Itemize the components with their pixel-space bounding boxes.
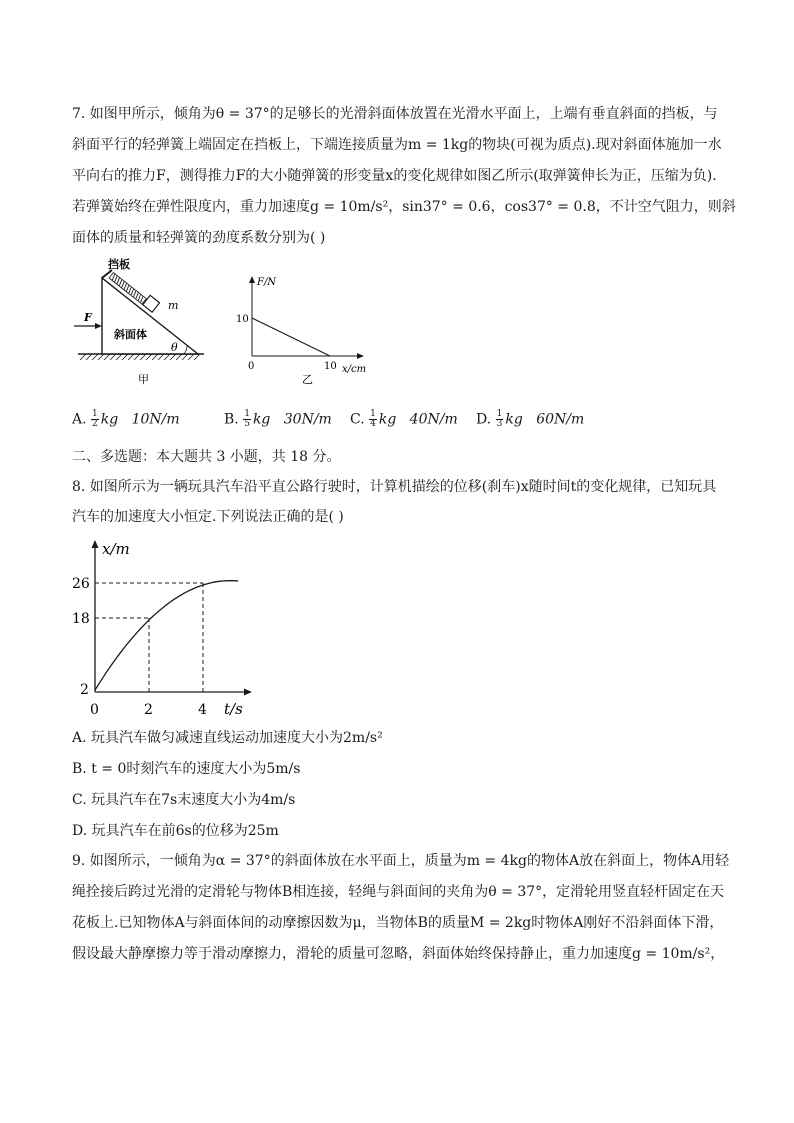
q8-xtick-4: 4: [198, 702, 207, 718]
fig-yi-xtick: 10: [324, 361, 337, 372]
q8-ytick-2: 2: [80, 682, 89, 698]
q7-option-c[interactable]: C. $\frac{1}{4}$ kg 40N/m: [350, 409, 458, 429]
q7-option-b[interactable]: B. $\frac{1}{5}$ kg 30N/m: [224, 409, 332, 429]
q9-line-4: 假设最大静摩擦力等于滑动摩擦力，滑轮的质量可忽略，斜面体始终保持静止，重力加速度g = 10m/s²，: [72, 946, 725, 962]
q9-line-3: 花板上.已知物体A与斜面体间的动摩擦因数为μ，当物体B的质量M = 2kg时物体A刚好不沿斜面体下滑，: [72, 915, 724, 931]
section-heading: 二、多选题：本大题共 3 小题，共 18 分。: [72, 449, 341, 465]
fig-yi-origin: 0: [248, 361, 255, 372]
fig-yi-ylabel: F/N: [257, 277, 277, 288]
fig-yi-ytick: 10: [236, 314, 249, 325]
q8-option-d[interactable]: D. 玩具汽车在前6s的位移为25m: [72, 823, 279, 839]
q9-line-1: 9. 如图所示，一倾角为α = 37°的斜面体放在水平面上，质量为m = 4kg的物体A放在斜面上，物体A用轻: [72, 853, 730, 869]
fig-jia-theta-label: θ: [171, 341, 178, 354]
q8-option-a[interactable]: A. 玩具汽车做匀减速直线运动加速度大小为2m/s²: [72, 730, 383, 746]
q8-position-time-graph: [72, 532, 262, 722]
fig-yi-xlabel: x/cm: [342, 364, 367, 375]
q7-line-2: 斜面平行的轻弹簧上端固定在挡板上，下端连接质量为m = 1kg的物块(可视为质点).现对斜面体施加一水: [72, 137, 722, 153]
fraction: $\frac{1}{3}$: [496, 409, 503, 429]
figure-yi-force-graph: [230, 270, 380, 388]
fig-yi-caption: 乙: [302, 373, 313, 386]
fig-jia-caption: 甲: [138, 373, 149, 386]
q8-ytick-26: 26: [72, 576, 90, 592]
q8-line-2: 汽车的加速度大小恒定.下列说法正确的是( ): [72, 509, 344, 525]
xt-curve: [95, 581, 238, 690]
q8-option-b[interactable]: B. t = 0时刻汽车的速度大小为5m/s: [72, 761, 301, 777]
fig-jia-force-label: F: [84, 311, 92, 324]
q7-line-3: 平向右的推力F，测得推力F的大小随弹簧的形变量x的变化规律如图乙所示(取弹簧伸长为正，压缩为负).: [72, 168, 717, 184]
q7-option-d[interactable]: D. $\frac{1}{3}$ kg 60N/m: [476, 409, 585, 429]
fraction: $\frac{1}{2}$: [92, 409, 98, 429]
q8-line-1: 8. 如图所示为一辆玩具汽车沿平直公路行驶时，计算机描绘的位移(刹车)x随时间t的变化规律，已知玩具: [72, 479, 717, 495]
q8-option-c[interactable]: C. 玩具汽车在7s末速度大小为4m/s: [72, 792, 296, 808]
fig-jia-plate-label: 挡板: [108, 258, 130, 271]
fig-jia-body-label: 斜面体: [114, 328, 147, 341]
q9-line-2: 绳拴接后跨过光滑的定滑轮与物体B相连接，轻绳与斜面间的夹角为θ = 37°，定滑轮用竖直轻杆固定在天: [72, 884, 725, 900]
q8-xlabel: t/s: [224, 700, 243, 718]
q7-option-a[interactable]: A. $\frac{1}{2}$ kg 10N/m: [72, 409, 180, 429]
q7-line-1: 7. 如图甲所示，倾角为θ = 37°的足够长的光滑斜面体放置在光滑水平面上，上端有垂直斜面的挡板，与: [72, 106, 718, 122]
figure-jia-incline: [72, 258, 212, 388]
q7-line-5: 面体的质量和轻弹簧的劲度系数分别为( ): [72, 230, 326, 246]
fraction: $\frac{1}{5}$: [244, 409, 250, 429]
q8-ytick-18: 18: [72, 611, 90, 627]
fig-jia-mass-label: m: [168, 299, 179, 312]
q7-line-4: 若弹簧始终在弹性限度内，重力加速度g = 10m/s²，sin37° = 0.6，cos37° = 0.8，不计空气阻力，则斜: [72, 199, 736, 215]
q8-xtick-2: 2: [144, 702, 153, 718]
fraction: $\frac{1}{4}$: [370, 409, 376, 429]
q8-ylabel: x/m: [102, 540, 130, 558]
q8-xtick-0: 0: [90, 702, 99, 718]
